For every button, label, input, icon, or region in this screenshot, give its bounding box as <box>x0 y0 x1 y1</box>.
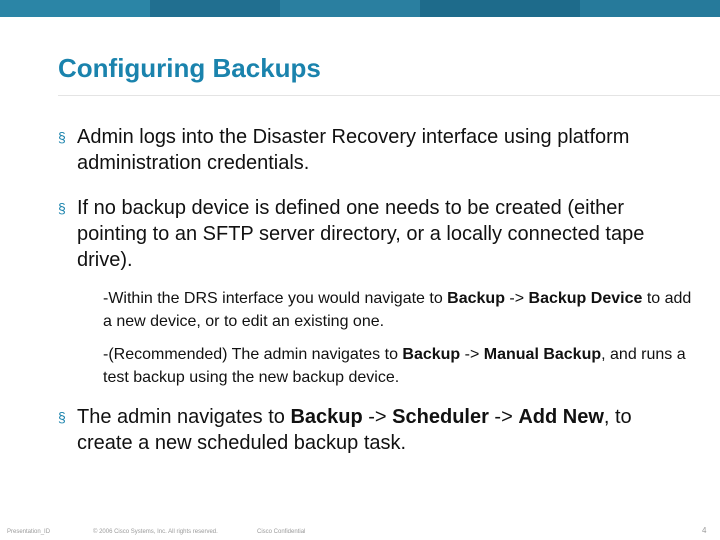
title-divider <box>58 95 720 96</box>
banner-segment <box>0 0 150 17</box>
banner-segment <box>420 0 580 17</box>
sub-bullet-text: -(Recommended) The admin navigates to <box>103 346 403 363</box>
menu-path-backup: Backup <box>290 406 363 428</box>
menu-path-add-new: Add New <box>518 406 604 428</box>
menu-path-scheduler: Scheduler <box>392 406 489 428</box>
arrow-text: -> <box>362 406 393 428</box>
bullet-marker-icon: § <box>58 129 66 145</box>
sub-bullet-text: , and runs a test backup using the new backup device. <box>103 346 686 386</box>
bullet-item <box>58 195 678 273</box>
sub-bullet-item <box>103 343 703 389</box>
sub-bullet-text: to add a new device, or to edit an existing one. <box>103 290 692 330</box>
bullet-text: If no backup device is defined one needs to be created (either pointing to an SFTP server directory, or a locally connected tape drive). <box>77 197 645 271</box>
bullet-item <box>58 404 678 456</box>
footer-copyright: © 2006 Cisco Systems, Inc. All rights reserved. <box>93 529 218 535</box>
sub-bullet-text: -Within the DRS interface you would navigate to <box>103 290 448 307</box>
top-banner <box>0 0 720 17</box>
sub-bullet-item <box>103 287 703 333</box>
banner-segment <box>280 0 420 17</box>
bullet-text: Admin logs into the Disaster Recovery interface using platform administration credentials. <box>77 126 630 174</box>
page-number: 4 <box>702 526 707 535</box>
footer-confidential: Cisco Confidential <box>257 529 306 535</box>
banner-segment <box>580 0 720 17</box>
arrow-text: -> <box>504 290 529 307</box>
banner-segment <box>150 0 280 17</box>
bullet-marker-icon: § <box>58 409 66 425</box>
bullet-marker-icon: § <box>58 200 66 216</box>
slide-title: Configuring Backups <box>58 53 321 83</box>
bullet-text: The admin navigates to <box>77 406 291 428</box>
bullet-item <box>58 124 678 176</box>
menu-path-backup: Backup <box>447 290 505 307</box>
arrow-text: -> <box>488 406 519 428</box>
bullet-text: , to create a new scheduled backup task. <box>77 406 632 454</box>
footer-presentation-id: Presentation_ID <box>7 529 51 535</box>
menu-path-backup: Backup <box>402 346 461 363</box>
menu-path-manual-backup: Manual Backup <box>483 346 602 363</box>
menu-path-backup-device: Backup Device <box>528 290 643 307</box>
arrow-text: -> <box>460 346 484 363</box>
